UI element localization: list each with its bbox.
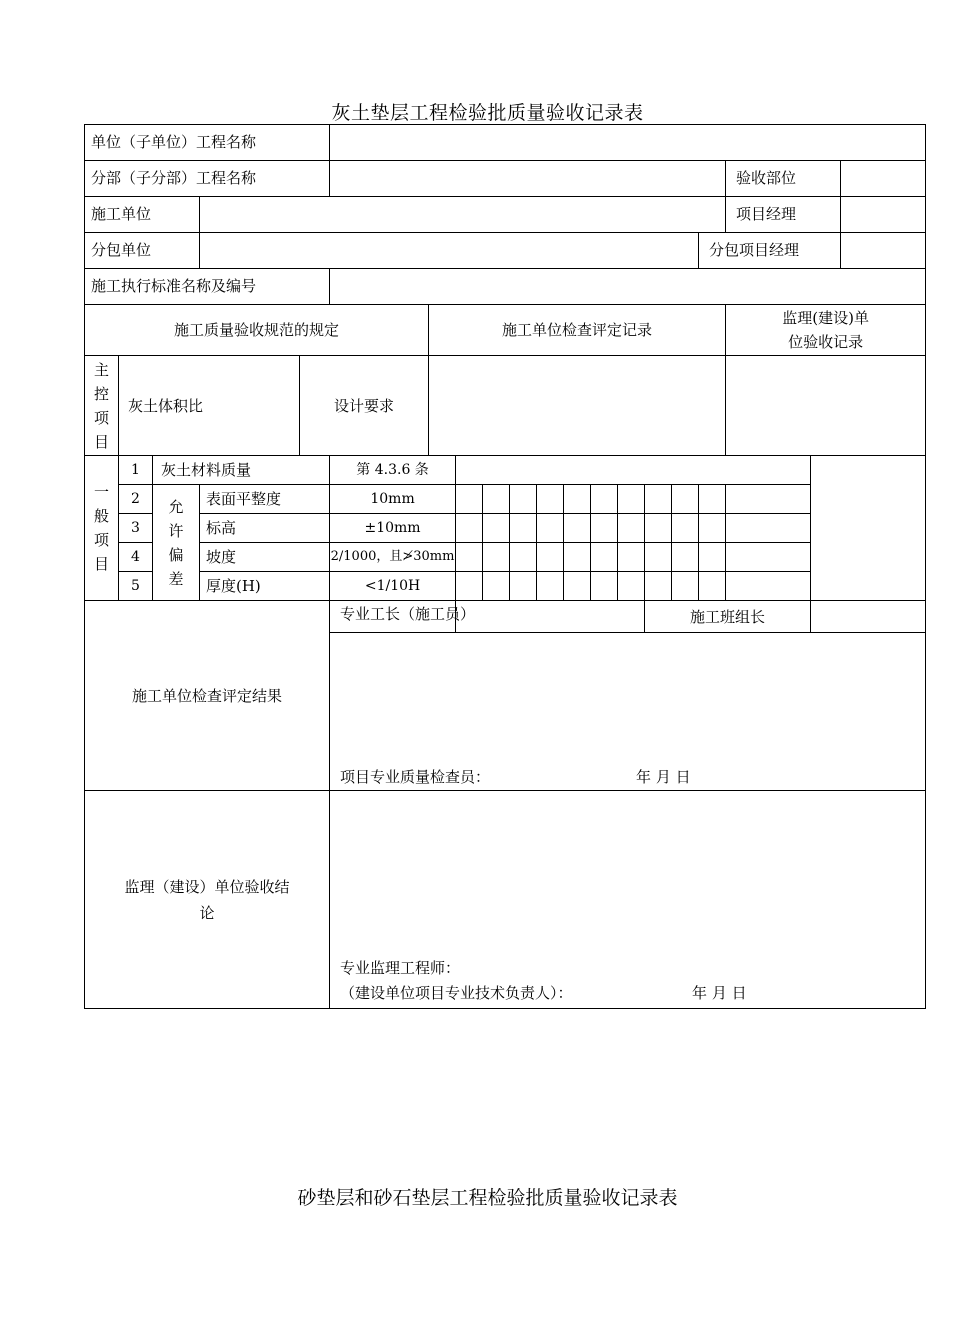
supervisor-header-line2: 位验收记录	[788, 333, 864, 351]
inspector-label: 项目专业质量检查员：	[340, 768, 491, 786]
record-cell[interactable]	[483, 572, 510, 601]
record-cell[interactable]	[726, 514, 811, 543]
subcontract-manager-label: 分包项目经理	[699, 233, 841, 269]
main-control-supervisor[interactable]	[726, 356, 926, 456]
record-cell[interactable]	[537, 485, 564, 514]
general-supervisor[interactable]	[811, 456, 926, 601]
record-cell[interactable]	[564, 514, 591, 543]
check-record-header: 施工单位检查评定记录	[429, 305, 726, 356]
main-control-requirement: 设计要求	[300, 356, 429, 456]
record-cell[interactable]	[510, 572, 537, 601]
subcontract-manager-value[interactable]	[841, 233, 926, 269]
standard-label: 施工执行标准名称及编号	[85, 269, 330, 305]
general-item-value: 2/1000，且≯30mm	[330, 543, 456, 572]
record-cell[interactable]	[699, 572, 726, 601]
general-item-value: ±10mm	[330, 514, 456, 543]
record-cell[interactable]	[618, 543, 645, 572]
general-item-name: 坡度	[200, 543, 330, 572]
record-cell[interactable]	[537, 543, 564, 572]
record-cell[interactable]	[618, 514, 645, 543]
record-cell[interactable]	[483, 514, 510, 543]
record-cell[interactable]	[726, 572, 811, 601]
general-item-no: 4	[119, 543, 153, 572]
general-item-value: 10mm	[330, 485, 456, 514]
supervision-engineer-label: 专业监理工程师：	[340, 959, 461, 977]
subcontract-unit-label: 分包单位	[85, 233, 200, 269]
record-cell[interactable]	[591, 543, 618, 572]
page-title: 灰土垫层工程检验批质量验收记录表	[331, 102, 644, 124]
general-item-record[interactable]	[456, 456, 811, 485]
record-cell[interactable]	[699, 514, 726, 543]
next-form-title: 砂垫层和砂石垫层工程检验批质量验收记录表	[297, 1187, 678, 1209]
construction-unit-label: 施工单位	[85, 197, 200, 233]
standard-value[interactable]	[330, 269, 926, 305]
team-leader-value[interactable]	[811, 601, 926, 633]
unit-project-label: 单位（子单位）工程名称	[85, 125, 330, 161]
general-item-no: 5	[119, 572, 153, 601]
record-cell[interactable]	[456, 514, 483, 543]
record-cell[interactable]	[726, 485, 811, 514]
main-control-record[interactable]	[429, 356, 726, 456]
construction-result-content[interactable]	[330, 633, 926, 791]
record-cell[interactable]	[456, 485, 483, 514]
record-cell[interactable]	[591, 485, 618, 514]
unit-project-value[interactable]	[330, 125, 926, 161]
tolerance-label: 允 许 偏 差	[153, 485, 200, 601]
record-cell[interactable]	[591, 572, 618, 601]
construction-unit-value[interactable]	[200, 197, 726, 233]
construction-result-label: 施工单位检查评定结果	[85, 601, 330, 791]
record-cell[interactable]	[726, 543, 811, 572]
record-cell[interactable]	[483, 543, 510, 572]
main-control-label: 主 控 项 目	[85, 356, 119, 456]
subcontract-unit-value[interactable]	[200, 233, 699, 269]
general-item-no: 3	[119, 514, 153, 543]
foreman-value[interactable]	[456, 601, 645, 633]
spec-header: 施工质量验收规范的规定	[85, 305, 429, 356]
record-cell[interactable]	[456, 543, 483, 572]
record-cell[interactable]	[537, 572, 564, 601]
supervision-label-line1: 监理（建设）单位验收结	[124, 877, 290, 896]
record-cell[interactable]	[645, 514, 672, 543]
team-leader-label: 施工班组长	[645, 601, 811, 633]
inspection-record-table	[84, 124, 926, 1009]
record-cell[interactable]	[618, 485, 645, 514]
supervisor-header-line1: 监理(建设)单	[782, 309, 869, 327]
record-cell[interactable]	[672, 485, 699, 514]
record-cell[interactable]	[510, 543, 537, 572]
foreman-label: 专业工长（施工员）	[330, 601, 456, 633]
acceptance-part-value[interactable]	[841, 161, 926, 197]
record-cell[interactable]	[510, 485, 537, 514]
main-control-item: 灰土体积比	[119, 356, 300, 456]
record-cell[interactable]	[483, 485, 510, 514]
record-cell[interactable]	[510, 514, 537, 543]
general-item-value: 第 4.3.6 条	[330, 456, 456, 485]
sub-project-label: 分部（子分部）工程名称	[85, 161, 330, 197]
record-cell[interactable]	[618, 572, 645, 601]
general-item-value: <1/10H	[330, 572, 456, 601]
general-item-name: 灰土材料质量	[153, 456, 330, 485]
record-cell[interactable]	[699, 543, 726, 572]
general-item-no: 2	[119, 485, 153, 514]
project-manager-value[interactable]	[841, 197, 926, 233]
supervision-date: 年 月 日	[692, 984, 747, 1002]
record-cell[interactable]	[672, 543, 699, 572]
record-cell[interactable]	[699, 485, 726, 514]
record-cell[interactable]	[645, 485, 672, 514]
record-cell[interactable]	[537, 514, 564, 543]
construction-date: 年 月 日	[636, 768, 691, 786]
general-label: 一 般 项 目	[85, 456, 119, 601]
record-cell[interactable]	[645, 543, 672, 572]
general-item-no: 1	[119, 456, 153, 485]
general-item-name: 厚度(H)	[200, 572, 330, 601]
supervision-result-content[interactable]	[330, 791, 926, 1009]
general-item-name: 标高	[200, 514, 330, 543]
record-cell[interactable]	[456, 572, 483, 601]
record-cell[interactable]	[564, 572, 591, 601]
record-cell[interactable]	[564, 543, 591, 572]
record-cell[interactable]	[645, 572, 672, 601]
record-cell[interactable]	[564, 485, 591, 514]
acceptance-part-label: 验收部位	[726, 161, 841, 197]
record-cell[interactable]	[672, 514, 699, 543]
sub-project-value[interactable]	[330, 161, 726, 197]
supervision-owner-label: （建设单位项目专业技术负责人）：	[340, 984, 573, 1002]
record-cell[interactable]	[672, 572, 699, 601]
supervision-label-line2: 论	[199, 903, 215, 922]
project-manager-label: 项目经理	[726, 197, 841, 233]
record-cell[interactable]	[591, 514, 618, 543]
general-item-name: 表面平整度	[200, 485, 330, 514]
